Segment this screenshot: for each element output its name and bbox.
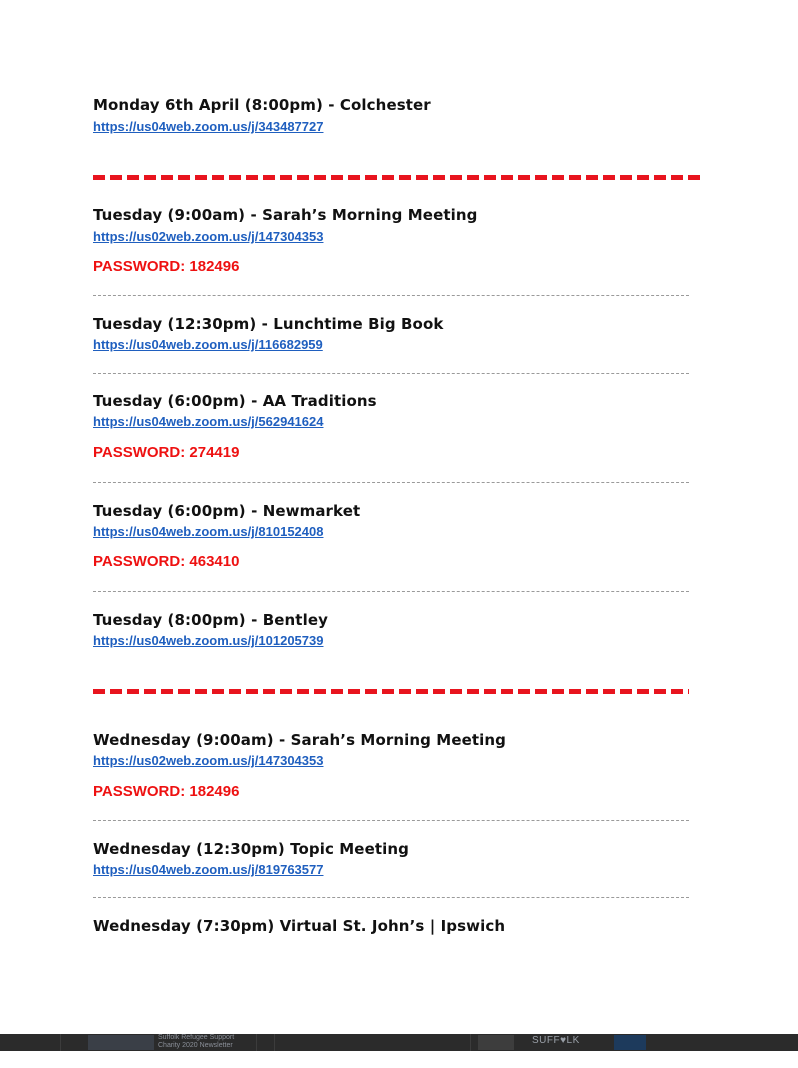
meeting-title-wednesday-sarahs-morning: Wednesday (9:00am) - Sarah’s Morning Meeting [93,731,507,749]
meeting-title-wednesday-topic: Wednesday (12:30pm) Topic Meeting [93,840,409,858]
zoom-link-wednesday-sarahs-morning[interactable]: https://us02web.zoom.us/j/147304353 [93,753,324,768]
meeting-title-tuesday-lunchtime-big-book: Tuesday (12:30pm) - Lunchtime Big Book [93,315,444,333]
zoom-link-tuesday-aa-traditions[interactable]: https://us04web.zoom.us/j/562941624 [93,414,324,429]
bar-divider [256,1034,257,1051]
password-tuesday-aa-traditions: PASSWORD: 274419 [93,444,240,461]
meeting-title-tuesday-newmarket: Tuesday (6:00pm) - Newmarket [93,502,361,520]
bar-divider [60,1034,61,1051]
article-thumbnail[interactable] [88,1035,154,1050]
meeting-title-tuesday-aa-traditions: Tuesday (6:00pm) - AA Traditions [93,392,377,410]
bar-divider [274,1034,275,1051]
related-content-bar [0,1034,798,1051]
dotted-divider [93,591,689,592]
article-thumbnail[interactable] [614,1035,646,1050]
password-tuesday-newmarket: PASSWORD: 463410 [93,553,240,570]
article-thumbnail[interactable] [478,1035,514,1050]
password-tuesday-sarahs-morning: PASSWORD: 182496 [93,258,240,275]
meeting-title-tuesday-bentley: Tuesday (8:00pm) - Bentley [93,611,328,629]
meeting-title-monday-colchester: Monday 6th April (8:00pm) - Colchester [93,96,431,114]
dotted-divider [93,373,689,374]
day-separator-monday-tuesday [93,175,705,180]
zoom-link-tuesday-bentley[interactable]: https://us04web.zoom.us/j/101205739 [93,633,324,648]
dotted-divider [93,897,689,898]
article-title-line[interactable]: Suffolk Refugee Support [158,1034,235,1041]
bar-divider [470,1034,471,1051]
dotted-divider [93,482,689,483]
zoom-link-monday-colchester[interactable]: https://us04web.zoom.us/j/343487727 [93,119,324,134]
zoom-link-tuesday-lunchtime-big-book[interactable]: https://us04web.zoom.us/j/116682959 [93,337,323,352]
meeting-title-tuesday-sarahs-morning: Tuesday (9:00am) - Sarah’s Morning Meeting [93,206,478,224]
meeting-title-wednesday-virtual-st-johns: Wednesday (7:30pm) Virtual St. John’s | Ipswich [93,917,506,935]
zoom-link-wednesday-topic[interactable]: https://us04web.zoom.us/j/819763577 [93,862,324,877]
dotted-divider [93,820,689,821]
suffolk-logo[interactable]: SUFF♥LK [532,1035,580,1046]
zoom-link-tuesday-sarahs-morning[interactable]: https://us02web.zoom.us/j/147304353 [93,229,324,244]
article-title-line[interactable]: Charity 2020 Newsletter [158,1042,233,1049]
password-wednesday-sarahs-morning: PASSWORD: 182496 [93,783,240,800]
day-separator-tuesday-wednesday [93,689,689,694]
dotted-divider [93,295,689,296]
zoom-link-tuesday-newmarket[interactable]: https://us04web.zoom.us/j/810152408 [93,524,324,539]
